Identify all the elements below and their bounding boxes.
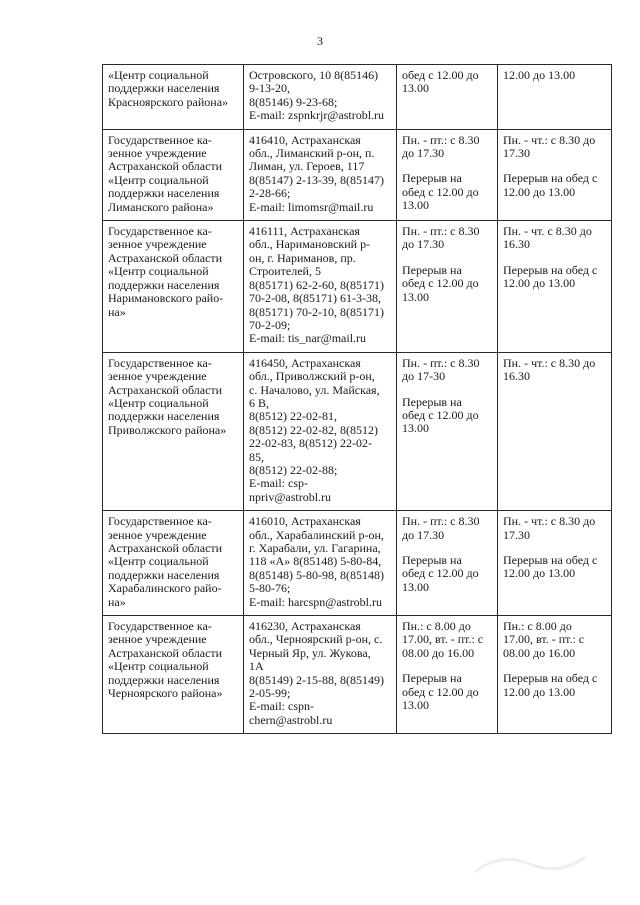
name-line: Красноярского района»: [108, 94, 229, 109]
schedule-line: 13.00: [402, 289, 429, 304]
name-line: поддержки населения: [108, 567, 220, 582]
institution-name-cell: [103, 221, 244, 353]
address-line: 118 «А» 8(85148) 5-80-84,: [249, 554, 382, 569]
reception-line: 12.00 до 13.00: [503, 566, 576, 581]
name-line: Государственное ка-: [108, 355, 212, 370]
reception-line: 16.30: [503, 237, 530, 252]
work-schedule-cell: [397, 511, 498, 616]
schedule-line: до 17-30: [402, 369, 446, 384]
schedule-line: Пн. - пт.: с 8.30: [402, 514, 480, 529]
schedule-line: до 17.30: [402, 527, 445, 542]
address-line: Островского, 10 8(85146): [249, 68, 379, 82]
address-line: обл., Лиманский р-он, п.: [249, 146, 375, 161]
address-line: 22-02-83, 8(8512) 22-02-: [249, 436, 372, 451]
address-line: 8(8512) 22-02-82, 8(8512): [249, 422, 378, 437]
address-line: обл., Приволжский р-он,: [249, 369, 375, 384]
reception-hours-cell: [498, 221, 612, 353]
name-line: на»: [108, 304, 126, 319]
name-line: «Центр социальной: [108, 395, 209, 410]
address-contacts-cell: [244, 129, 397, 220]
schedule-line: Перерыв на: [402, 394, 462, 409]
schedule-line: 13.00: [402, 198, 429, 213]
address-contacts-cell: [244, 511, 397, 616]
name-line: «Центр социальной: [108, 659, 209, 674]
schedule-line: обед с 12.00 до: [402, 684, 479, 699]
address-line: 9-13-20,: [249, 81, 290, 96]
reception-line: Пн. - чт.: с 8.30 до: [503, 355, 596, 370]
address-line: г. Харабали, ул. Гагарина,: [249, 541, 381, 555]
address-line: 85,: [249, 449, 264, 464]
name-line: «Центр социальной: [108, 264, 209, 279]
address-contacts-cell: [244, 65, 397, 130]
reception-hours-cell: [498, 511, 612, 616]
schedule-line: до 17.30: [402, 237, 445, 252]
address-line: 8(85171) 70-2-10, 8(85171): [249, 304, 384, 319]
reception-line: 12.00 до 13.00: [503, 276, 576, 291]
name-line: «Центр социальной: [108, 172, 209, 187]
address-line: 8(85147) 2-13-39, 8(85147): [249, 172, 384, 187]
table-row: [103, 65, 612, 130]
address-line: обл., Харабалинский р-он,: [249, 527, 384, 542]
schedule-line: обед с 12.00 до: [402, 276, 479, 291]
schedule-line: 08.00 до 16.00: [402, 645, 475, 660]
name-line: «Центр социальной: [108, 68, 209, 82]
work-schedule-cell: [397, 129, 498, 220]
name-line: поддержки населения: [108, 186, 220, 201]
name-line: Астраханской области: [108, 541, 223, 555]
address-line: Лиман, ул. Героев, 117: [249, 159, 365, 174]
name-line: поддержки населения: [108, 672, 220, 687]
address-line: 70-2-09;: [249, 317, 291, 332]
address-line: обл., Наримановский р-: [249, 237, 371, 252]
address-line: 416450, Астраханская: [249, 355, 361, 370]
schedule-line: Перерыв на: [402, 262, 462, 277]
reception-line: Пн. - чт. с 8.30 до: [503, 224, 592, 239]
address-line: 6 В,: [249, 395, 270, 410]
name-line: на»: [108, 594, 126, 609]
reception-line: Перерыв на обед с: [503, 553, 598, 567]
address-line: 70-2-08, 8(85171) 61-3-38,: [249, 291, 381, 306]
name-line: Государственное ка-: [108, 619, 212, 634]
schedule-line: Перерыв на: [402, 671, 462, 686]
address-contacts-cell: [244, 352, 397, 510]
address-line: 8(85149) 2-15-88, 8(85149): [249, 672, 384, 687]
address-line: 2-28-66;: [249, 186, 291, 201]
schedule-line: 13.00: [402, 698, 429, 713]
institution-name-cell: [103, 511, 244, 616]
schedule-line: 13.00: [402, 579, 429, 594]
reception-line: 12.00 до 13.00: [503, 684, 576, 699]
schedule-line: Пн. - пт.: с 8.30: [402, 224, 480, 239]
work-schedule-cell: [397, 616, 498, 734]
schedule-line: 13.00: [402, 81, 429, 96]
schedule-line: до 17.30: [402, 146, 445, 161]
name-line: зенное учреждение: [108, 369, 207, 384]
address-line: он, г. Нариманов, пр.: [249, 250, 356, 265]
address-line: 8(85146) 9-23-68;: [249, 94, 338, 109]
reception-line: 17.30: [503, 527, 530, 542]
name-line: Приволжского района»: [108, 422, 227, 437]
address-line: 416230, Астраханская: [249, 619, 361, 634]
name-line: зенное учреждение: [108, 146, 207, 161]
address-contacts-cell: [244, 221, 397, 353]
address-line: обл., Черноярский р-он, с.: [249, 632, 383, 647]
name-line: Государственное ка-: [108, 132, 212, 147]
schedule-line: обед с 12.00 до: [402, 407, 479, 422]
name-line: Лиманского района»: [108, 199, 214, 214]
centers-table-body: [103, 65, 612, 734]
name-line: зенное учреждение: [108, 632, 207, 647]
name-line: зенное учреждение: [108, 527, 207, 542]
address-line: E-mail: cspn-: [249, 699, 314, 714]
address-line: 8(8512) 22-02-88;: [249, 462, 338, 477]
institution-name-cell: [103, 616, 244, 734]
address-line: с. Началово, ул. Майская,: [249, 382, 380, 397]
address-line: E-mail: zspnkrjr@astrobl.ru: [249, 108, 385, 123]
address-line: E-mail: limomsr@mail.ru: [249, 199, 374, 214]
name-line: зенное учреждение: [108, 237, 207, 252]
address-line: 2-05-99;: [249, 686, 291, 701]
address-line: E-mail: tis_nar@mail.ru: [249, 331, 367, 346]
institution-name-cell: [103, 129, 244, 220]
scan-smudge-mark: [470, 842, 590, 882]
reception-line: 16.30: [503, 369, 530, 384]
schedule-line: Перерыв на: [402, 171, 462, 186]
schedule-line: Пн. - пт.: с 8.30: [402, 132, 480, 147]
work-schedule-cell: [397, 352, 498, 510]
name-line: поддержки населения: [108, 81, 220, 96]
name-line: Государственное ка-: [108, 514, 212, 529]
table-row: [103, 221, 612, 353]
name-line: Астраханской области: [108, 645, 223, 660]
name-line: Астраханской области: [108, 382, 223, 397]
name-line: Астраханской области: [108, 159, 223, 174]
name-line: Харабалинского райо-: [108, 581, 222, 596]
name-line: поддержки населения: [108, 277, 220, 292]
work-schedule-cell: [397, 221, 498, 353]
address-line: 5-80-76;: [249, 581, 291, 596]
address-line: chern@astrobl.ru: [249, 712, 333, 727]
table-row: [103, 511, 612, 616]
schedule-line: Пн. - пт.: с 8.30: [402, 355, 480, 370]
name-line: Государственное ка-: [108, 224, 212, 239]
address-line: 416410, Астраханская: [249, 132, 361, 147]
reception-line: 12.00 до 13.00: [503, 68, 576, 82]
name-line: Наримановского райо-: [108, 291, 224, 306]
reception-hours-cell: [498, 352, 612, 510]
schedule-line: 17.00, вт. - пт.: с: [402, 632, 484, 647]
reception-line: Пн. - чт.: с 8.30 до: [503, 514, 596, 529]
address-line: 416111, Астраханская: [249, 224, 360, 239]
schedule-line: обед с 12.00 до: [402, 68, 479, 82]
schedule-line: обед с 12.00 до: [402, 184, 479, 199]
address-line: Черный Яр, ул. Жукова,: [249, 645, 371, 660]
schedule-line: Перерыв на: [402, 553, 462, 567]
reception-line: Перерыв на обед с: [503, 671, 598, 686]
schedule-line: 13.00: [402, 421, 429, 436]
reception-hours-cell: [498, 616, 612, 734]
name-line: Астраханской области: [108, 250, 223, 265]
reception-line: Пн. - чт.: с 8.30 до: [503, 132, 596, 147]
address-line: 8(8512) 22-02-81,: [249, 409, 337, 424]
address-line: E-mail: csp-: [249, 476, 308, 491]
table-row: [103, 129, 612, 220]
address-line: Строителей, 5: [249, 264, 321, 279]
reception-line: 17.00, вт. - пт.: с: [503, 632, 585, 647]
reception-line: 12.00 до 13.00: [503, 184, 576, 199]
reception-line: Пн.: с 8.00 до: [503, 619, 572, 634]
reception-hours-cell: [498, 129, 612, 220]
address-line: 8(85171) 62-2-60, 8(85171): [249, 277, 384, 292]
institution-name-cell: [103, 65, 244, 130]
name-line: «Центр социальной: [108, 554, 209, 569]
centers-table: [102, 64, 612, 734]
reception-line: 08.00 до 16.00: [503, 645, 576, 660]
paragraph-gap: [402, 384, 492, 396]
address-line: 416010, Астраханская: [249, 514, 361, 529]
address-contacts-cell: [244, 616, 397, 734]
schedule-line: Пн.: с 8.00 до: [402, 619, 471, 634]
reception-line: 17.30: [503, 146, 530, 161]
work-schedule-cell: [397, 65, 498, 130]
name-line: Черноярского района»: [108, 686, 223, 701]
page-number: 3: [317, 34, 323, 48]
schedule-line: обед с 12.00 до: [402, 566, 479, 581]
institution-name-cell: [103, 352, 244, 510]
name-line: поддержки населения: [108, 409, 220, 424]
address-line: E-mail: harcspn@astrobl.ru: [249, 594, 383, 609]
reception-line: Перерыв на обед с: [503, 262, 598, 277]
table-row: [103, 352, 612, 510]
reception-hours-cell: [498, 65, 612, 130]
reception-line: Перерыв на обед с: [503, 171, 598, 186]
address-line: 1А: [249, 659, 264, 674]
address-line: npriv@astrobl.ru: [249, 489, 332, 504]
table-row: [103, 616, 612, 734]
address-line: 8(85148) 5-80-98, 8(85148): [249, 567, 384, 582]
